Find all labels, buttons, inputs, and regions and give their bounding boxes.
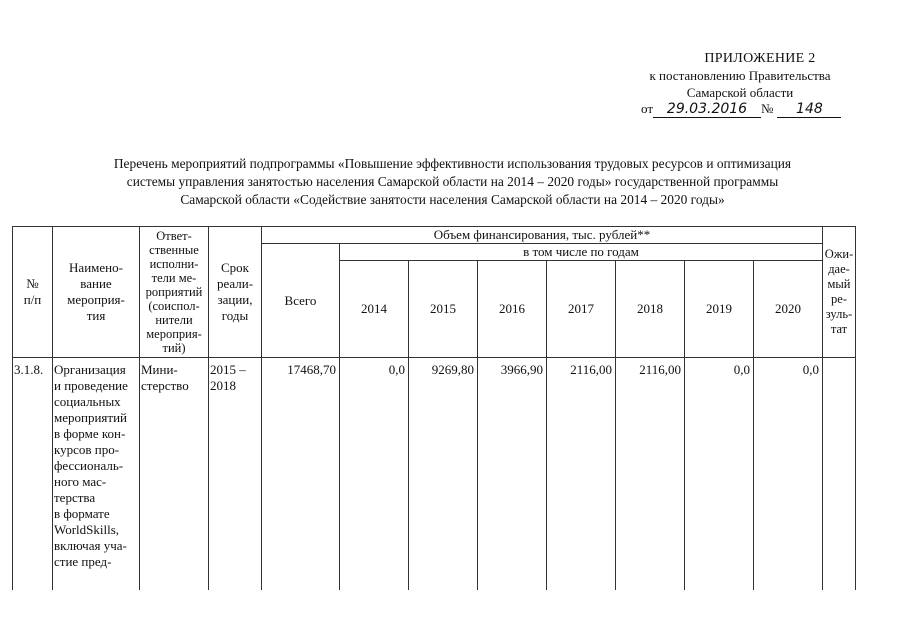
row-value-2018: 2116,00 — [616, 358, 685, 591]
row-name: Организация и проведение социальных мероприятий в форме кон- курсов про- фессиональ- ного мас- терства в формате WorldSkills, включая уча- стие пред- — [53, 358, 140, 591]
header-year-2015: 2015 — [409, 261, 478, 358]
header-year-2019: 2019 — [685, 261, 754, 358]
header-num: № п/п — [13, 227, 53, 358]
row-value-2014: 0,0 — [340, 358, 409, 591]
appendix-date-line — [641, 101, 841, 118]
header-year-2018: 2018 — [616, 261, 685, 358]
activities-table — [12, 226, 856, 590]
document-title-line-3: Самарской области «Содействие занятости населения Самарской области на 2014 – 2020 годы» — [180, 192, 725, 207]
document-title — [20, 155, 885, 209]
row-total: 17468,70 — [262, 358, 340, 591]
row-responsible: Мини- стерство — [140, 358, 209, 591]
row-term: 2015 – 2018 — [209, 358, 262, 591]
date-prefix: от — [641, 101, 654, 116]
row-value-2019: 0,0 — [685, 358, 754, 591]
header-year-2017: 2017 — [547, 261, 616, 358]
row-value-2016: 3966,90 — [478, 358, 547, 591]
row-value-2017: 2116,00 — [547, 358, 616, 591]
row-value-2020: 0,0 — [754, 358, 823, 591]
header-name: Наимено- вание мероприя- тия — [53, 227, 140, 358]
number-prefix: № — [761, 101, 774, 116]
appendix-block — [600, 50, 880, 101]
handwritten-number: 148 — [777, 101, 841, 118]
header-total: Всего — [262, 244, 340, 358]
header-result: Ожи- дае- мый ре- зуль- тат — [823, 227, 856, 358]
row-num: 3.1.8. — [13, 358, 53, 591]
header-financing: Объем финансирования, тыс. рублей** — [262, 227, 823, 244]
handwritten-date: 29.03.2016 — [653, 101, 761, 118]
header-year-2014: 2014 — [340, 261, 409, 358]
header-term: Срок реали- зации, годы — [209, 227, 262, 358]
table-row — [13, 358, 856, 591]
header-year-2020: 2020 — [754, 261, 823, 358]
header-year-2016: 2016 — [478, 261, 547, 358]
header-including-by-years: в том числе по годам — [340, 244, 823, 261]
appendix-title: ПРИЛОЖЕНИЕ 2 — [704, 51, 816, 66]
row-result — [823, 358, 856, 591]
row-value-2015: 9269,80 — [409, 358, 478, 591]
header-responsible: Ответ- ственные исполни- тели ме- роприятий (соиспол- нители мероприя- тий) — [140, 227, 209, 358]
document-title-line-2: системы управления занятостью населения Самарской области на 2014 – 2020 годы» государственной программы — [126, 174, 779, 189]
appendix-line-2: Самарской области — [686, 85, 794, 100]
document-title-line-1: Перечень мероприятий подпрограммы «Повышение эффективности использования трудовых ресурсов и оптимизация — [113, 156, 792, 171]
appendix-line-1: к постановлению Правительства — [649, 68, 831, 83]
